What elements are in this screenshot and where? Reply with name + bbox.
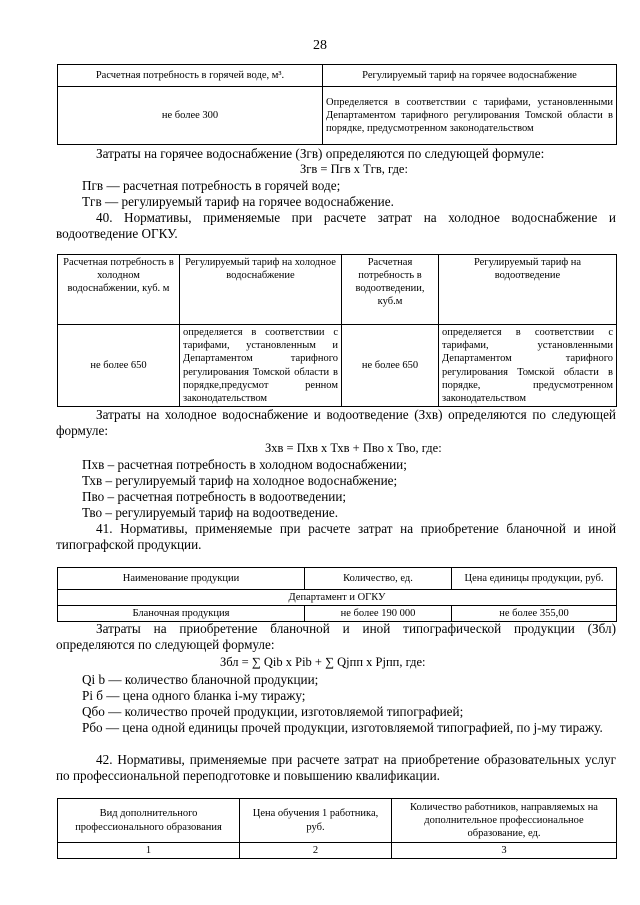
table-header: Регулируемый тариф на горячее водоснабжение	[323, 65, 617, 87]
cold-water-table	[57, 254, 617, 407]
table-header: Вид дополнительного профессионального образования	[58, 799, 240, 843]
table-header: Количество, ед.	[305, 568, 452, 590]
table-group-row: Департамент и ОГКУ	[58, 590, 617, 606]
training-table	[57, 798, 617, 859]
table-cell: не более 650	[58, 325, 180, 407]
definition: Qбо — количество прочей продукции, изготовляемой типографией;	[82, 704, 464, 719]
table-header: Регулируемый тариф на холодное водоснабжение	[180, 255, 342, 325]
blank-formula: Збл = ∑ Qib х Pib + ∑ Qjпп х Pjпп, где:	[220, 655, 426, 669]
definition: Тхв – регулируемый тариф на холодное водоснабжение;	[82, 473, 398, 488]
table-header: Цена обучения 1 работника, руб.	[240, 799, 392, 843]
table-header: Расчетная потребность в горячей воде, м³.	[58, 65, 323, 87]
table-cell: определяется в соответствии с тарифами, установленным и Департаментом тарифного регулирования Томской области в порядке,предусмот ренном законодательством	[180, 325, 342, 407]
table-header: Регулируемый тариф на водоотведение	[439, 255, 617, 325]
table-header: Расчетная потребность в холодном водоснабжении, куб. м	[58, 255, 180, 325]
table-header: Наименование продукции	[58, 568, 305, 590]
table-cell: не более 355,00	[452, 606, 617, 622]
hot-water-formula: Згв = Пгв х Тгв, где:	[300, 162, 408, 176]
definition: Пхв – расчетная потребность в холодном водоснабжении;	[82, 457, 407, 472]
table-cell: не более 650	[342, 325, 439, 407]
item-40: 40. Нормативы, применяемые при расчете затрат на холодное водоснабжение и водоотведение ОГКУ.	[56, 210, 616, 241]
blank-intro: Затраты на приобретение бланочной и иной типографической продукции (Збл) определяются по следующей формуле:	[56, 621, 616, 652]
page-number: 28	[313, 38, 327, 53]
printing-table	[57, 567, 617, 622]
item-41: 41. Нормативы, применяемые при расчете затрат на приобретение бланочной и иной типографской продукции.	[56, 521, 616, 552]
table-header: Расчетная потребность в водоотведении, куб.м	[342, 255, 439, 325]
table-header: Цена единицы продукции, руб.	[452, 568, 617, 590]
cold-water-intro: Затраты на холодное водоснабжение и водоотведение (Зхв) определяются по следующей формуле:	[56, 407, 616, 438]
definition: Пво – расчетная потребность в водоотведении;	[82, 489, 347, 504]
hot-water-intro: Затраты на горячее водоснабжение (Згв) определяются по следующей формуле:	[96, 146, 545, 161]
table-cell: Определяется в соответствии с тарифами, установленными Департаментом тарифного регулирования Томской области в порядке, предусмотренном законодательством	[323, 87, 617, 145]
definition: Pi б — цена одного бланка i-му тиражу;	[82, 688, 306, 703]
table-cell: определяется в соответствии с тарифами, установленными Департаментом тарифного регулирования Томской области в порядке, предусмотренном законодательством	[439, 325, 617, 407]
column-number: 3	[392, 843, 617, 859]
hot-water-table	[57, 64, 617, 145]
definition: Pбо — цена одной единицы прочей продукции, изготовляемой типографией, по j-му тиражу.	[82, 720, 603, 735]
cold-water-formula: Зхв = Пхв х Тхв + Пво х Тво, где:	[265, 441, 442, 455]
column-number: 1	[58, 843, 240, 859]
table-cell: не более 300	[58, 87, 323, 145]
definition: Тгв — регулируемый тариф на горячее водоснабжение.	[82, 194, 394, 209]
definition: Пгв — расчетная потребность в горячей воде;	[82, 178, 341, 193]
definition: Qi b — количество бланочной продукции;	[82, 672, 319, 687]
item-42: 42. Нормативы, применяемые при расчете затрат на приобретение образовательных услуг по профессиональной переподготовке и повышению квалификации.	[56, 752, 616, 783]
table-header: Количество работников, направляемых на дополнительное профессиональное образование, ед.	[392, 799, 617, 843]
column-number: 2	[240, 843, 392, 859]
table-cell: Бланочная продукция	[58, 606, 305, 622]
table-cell: не более 190 000	[305, 606, 452, 622]
definition: Тво – регулируемый тариф на водоотведение.	[82, 505, 339, 520]
